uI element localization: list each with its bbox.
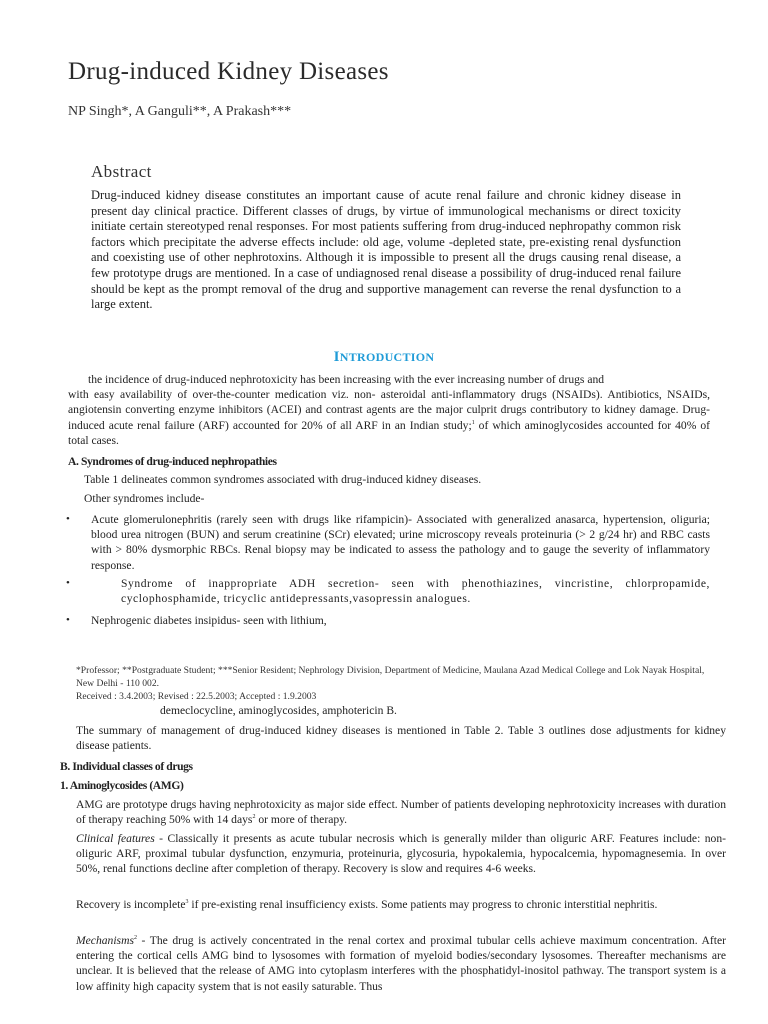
reference-marker: 3 <box>185 899 189 906</box>
reference-marker: 2 <box>252 814 256 821</box>
bullet-mark: • <box>66 513 70 525</box>
bullet-item-diabetes-insipidus: Nephrogenic diabetes insipidus- seen with lithium, <box>91 614 327 627</box>
bullet-item-siadh: Syndrome of inappropriate ADH secretion- seen with phenothiazines, vincristine, chlorpropamide, cyclophosphamide, tricyclic antidepressants,vasopressin analogues. <box>121 577 710 606</box>
mechanisms-paragraph <box>60 933 726 994</box>
introduction-paragraph <box>68 372 710 448</box>
affiliation-footnote <box>76 664 712 704</box>
section-b-heading: B. Individual classes of drugs <box>60 760 193 773</box>
amg-intro-paragraph <box>60 797 726 827</box>
abstract-text: Drug-induced kidney disease constitutes an important cause of acute renal failure and chronic kidney disease in present day clinical practice. Different classes of drugs, by virtue of immunological mechanisms or direct toxicity initiate certain stereotyped renal responses. For most patients suffering from drug-induced nephropathy common risk factors which precipitate the adverse effects include: old age, volume -depleted state, pre-existing renal dysfunction and coexisting use of other nephrotoxins. Although it is impossible to present all the drugs causing renal disease, a few prototype drugs are mentioned. In a case of undiagnosed renal disease a possibility of drug-induced renal failure should be kept as the prompt removal of the drug and supportive management can reverse the renal dysfunction to a large extent. <box>91 188 681 312</box>
amg-intro-text: AMG are prototype drugs having nephrotoxicity as major side effect. Number of patients developing nephrotoxicity increases with duration of therapy reaching 50% with 14 days <box>76 798 726 827</box>
aminoglycosides-heading: 1. Aminoglycosides (AMG) <box>60 779 184 792</box>
bullet-item-glomerulonephritis: Acute glomerulonephritis (rarely seen with drugs like rifampicin)- Associated with generalized anasarca, hypertension, oliguria; blood urea nitrogen (BUN) and serum creatinine (SCr) elevated; urine microscopy reveals proteinuria (> 2 g/24 hr) and RBC casts with > 80% dysmorphic RBCs. Renal biopsy may be indicated to assess the pathology and to gauge the severity of inflammatory response. <box>91 513 710 572</box>
recovery-text: Recovery is incomplete <box>76 898 186 911</box>
continuation-line: demeclocycline, aminoglycosides, amphotericin B. <box>160 704 397 717</box>
clinical-features-text: - Classically it presents as acute tubular necrosis which is generally milder than oliguric ARF. Features include: non-oliguric ARF, proximal tubular dysfunction, enzymuria, proteinuria, glycosuria, hypokalemia, hypocalcemia, hypomagnesemia. In over 50%, renal functions decline after completion of therapy. Recovery is slow and requires 4-6 weeks. <box>76 832 726 876</box>
abstract-heading: Abstract <box>91 162 152 181</box>
footnote-dates: Received : 3.4.2003; Revised : 22.5.2003; Accepted : 1.9.2003 <box>76 691 317 703</box>
summary-paragraph: The summary of management of drug-induced kidney diseases is mentioned in Table 2. Table 3 outlines dose adjustments for kidney disease patients. <box>76 724 726 753</box>
footnote-affiliation: *Professor; **Postgraduate Student; ***Senior Resident; Nephrology Division, Department of Medicine, Maulana Azad Medical College and Lok Nayak Hospital, New Delhi - 110 002. <box>76 665 705 690</box>
introduction-text-a: with easy availability of over-the-counter medication viz. non- asteroidal anti-inflammatory drugs (NSAIDs). Antibiotics, NSAIDs, angiotensin converting enzyme inhibitors (ACEI) and contrast agents are the major culprit drugs contributory to kidney damage. Drug-induced acute renal failure (ARF) accounted for 20% of all ARF in an Indian study; <box>68 388 710 432</box>
bullet-mark: • <box>66 577 70 589</box>
introduction-heading-cap: I <box>333 349 340 365</box>
clinical-features-label: Clinical features <box>76 832 155 845</box>
reference-marker: 1 <box>471 419 475 426</box>
section-a-heading: A. Syndromes of drug-induced nephropathies <box>68 455 277 468</box>
mechanisms-label: Mechanisms <box>76 934 134 947</box>
introduction-heading-rest: NTRODUCTION <box>339 350 435 364</box>
bullet-mark: • <box>66 614 70 626</box>
reference-marker: 2 <box>133 935 137 942</box>
introduction-body <box>68 387 710 448</box>
recovery-paragraph <box>60 897 726 912</box>
introduction-line-1: the incidence of drug-induced nephrotoxicity has been increasing with the ever increasing number of drugs and <box>88 373 605 386</box>
mechanisms-text: - The drug is actively concentrated in the renal cortex and proximal tubular cells achieve maximum concentration. After entering the cortical cells AMG bind to lysosomes with formation of myeloid bodies/secondary lysosomes. Thereafter mechanisms are unclear. It is believed that the release of AMG into cytoplasm interferes with the phosphatidyl-inositol pathway. The transport system is a low affinity high capacity system that is not easily saturable. Thus <box>76 934 726 993</box>
introduction-text-b: of which aminoglycosides accounted for 40% of total cases. <box>68 418 711 447</box>
clinical-features-paragraph <box>60 831 726 877</box>
section-a-paragraph-2: Other syndromes include- <box>84 492 205 505</box>
recovery-text-end: if pre-existing renal insufficiency exists. Some patients may progress to chronic interstitial nephritis. <box>188 898 658 911</box>
amg-intro-text-end: or more of therapy. <box>255 813 348 827</box>
article-title: Drug-induced Kidney Diseases <box>68 58 389 85</box>
introduction-heading <box>0 349 768 366</box>
authors: NP Singh*, A Ganguli**, A Prakash*** <box>68 104 292 119</box>
section-a-paragraph-1: Table 1 delineates common syndromes associated with drug-induced kidney diseases. <box>84 473 482 486</box>
